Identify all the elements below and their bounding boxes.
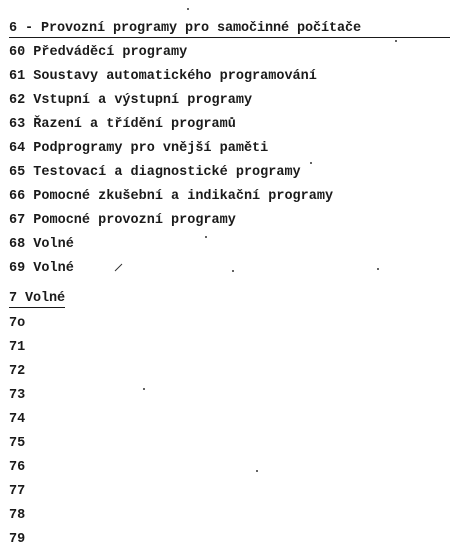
list-item: 7o — [9, 316, 26, 331]
section-6-heading: 6 - Provozní programy pro samočinné počítače — [9, 21, 450, 38]
list-item: 71 — [9, 340, 26, 355]
list-item: 64 Podprogramy pro vnější paměti — [9, 141, 269, 156]
list-item: 60 Předváděcí programy — [9, 45, 188, 60]
scan-speck — [256, 470, 258, 472]
list-item: 61 Soustavy automatického programování — [9, 69, 317, 84]
list-item: 72 — [9, 364, 26, 379]
list-item: 69 Volné — [9, 261, 74, 276]
list-item: 73 — [9, 388, 26, 403]
list-item: 78 — [9, 508, 26, 523]
list-item: 79 — [9, 532, 26, 547]
list-item: 65 Testovací a diagnostické programy — [9, 165, 301, 180]
list-item: 74 — [9, 412, 26, 427]
list-item: 75 — [9, 436, 26, 451]
scan-mark — [114, 262, 124, 272]
list-item: 63 Řazení a třídění programů — [9, 117, 236, 132]
scan-speck — [232, 270, 234, 272]
scan-speck — [395, 40, 397, 42]
list-item: 62 Vstupní a výstupní programy — [9, 93, 253, 108]
list-item: 66 Pomocné zkušební a indikační programy — [9, 189, 334, 204]
scan-speck — [187, 8, 189, 10]
scan-speck — [377, 268, 379, 270]
scan-speck — [310, 162, 312, 164]
list-item: 77 — [9, 484, 26, 499]
list-item: 67 Pomocné provozní programy — [9, 213, 236, 228]
list-item: 76 — [9, 460, 26, 475]
scan-speck — [205, 236, 207, 238]
scan-speck — [143, 388, 145, 390]
list-item: 68 Volné — [9, 237, 74, 252]
section-7-heading: 7 Volné — [9, 291, 66, 306]
